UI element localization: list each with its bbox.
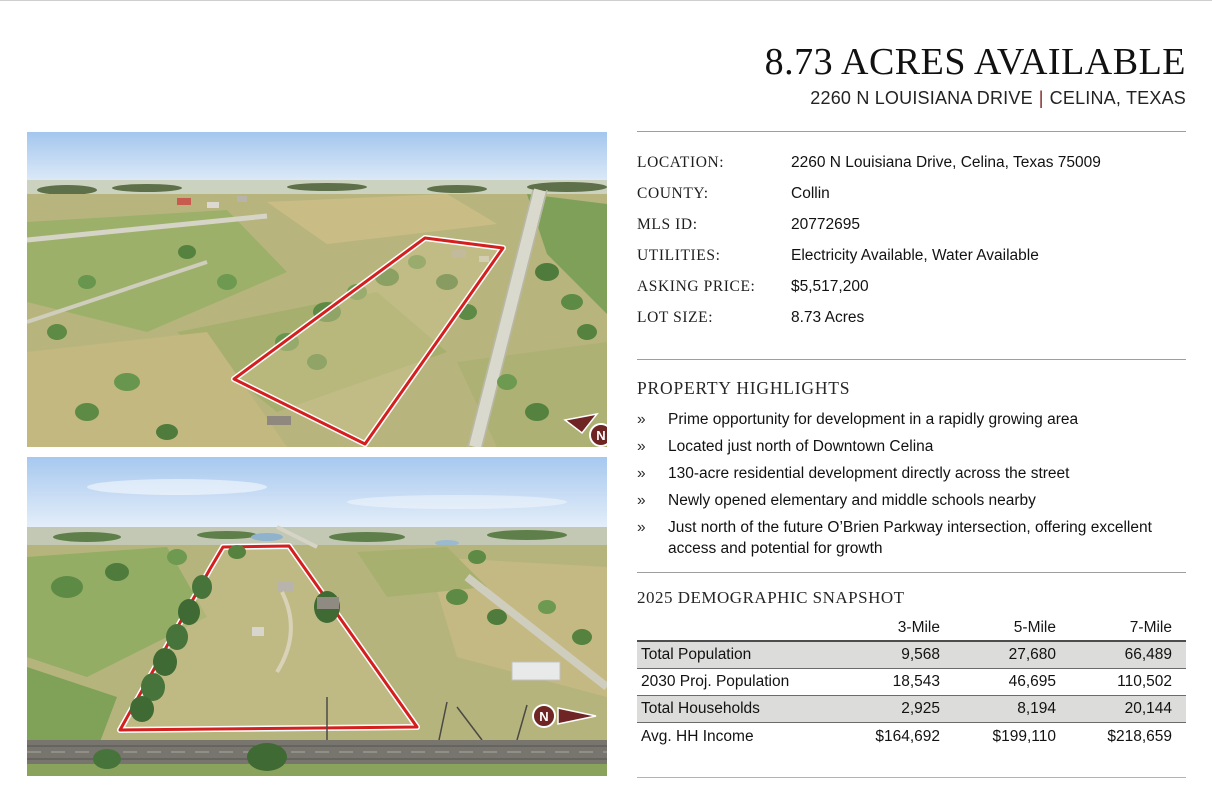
detail-row-asking-price: [637, 271, 1186, 302]
table-cell-label: Total Population: [641, 646, 752, 663]
detail-row-mls-id: [637, 209, 1186, 240]
highlights-list: [637, 406, 1186, 562]
aerial-photo-bottom: [27, 457, 607, 776]
warehouse-building: [512, 662, 560, 680]
highlight-text: 130-acre residential development directly across the street: [668, 465, 1070, 482]
detail-label: ASKING PRICE:: [637, 277, 756, 295]
aerial-photo-top: [27, 132, 607, 447]
detail-value: Collin: [791, 184, 830, 202]
property-details: [637, 147, 1186, 333]
table-header-3mile: 3-Mile: [897, 619, 940, 636]
highlight-item: [637, 514, 1186, 562]
subtitle-city: CELINA, TEXAS: [1049, 88, 1186, 108]
bullet-glyph: »: [637, 519, 646, 536]
detail-label: UTILITIES:: [637, 246, 721, 264]
detail-row-lot-size: [637, 302, 1186, 333]
page-title: 8.73 ACRES AVAILABLE: [764, 41, 1186, 83]
highlights-heading: PROPERTY HIGHLIGHTS: [637, 378, 851, 398]
table-cell-value: 66,489: [1124, 646, 1172, 663]
road-bottom: [27, 740, 607, 776]
detail-row-county: [637, 178, 1186, 209]
highlight-item: [637, 487, 1186, 514]
bullet-glyph: »: [637, 438, 646, 455]
table-row-avg-hh-income: [637, 723, 1186, 750]
detail-label: LOCATION:: [637, 153, 725, 171]
table-row-total-households: [637, 696, 1186, 723]
demographics-table: [637, 616, 1186, 750]
detail-label: COUNTY:: [637, 184, 709, 202]
photo-column: [27, 132, 607, 776]
detail-label: LOT SIZE:: [637, 308, 714, 326]
north-label: N: [596, 428, 606, 443]
table-cell-value: 20,144: [1124, 700, 1172, 717]
highlight-text: Newly opened elementary and middle schools nearby: [668, 492, 1036, 509]
pond: [251, 533, 283, 541]
detail-row-location: [637, 147, 1186, 178]
subtitle-separator: |: [1038, 88, 1044, 108]
detail-value: 2260 N Louisiana Drive, Celina, Texas 75009: [791, 153, 1101, 171]
table-cell-value: 8,194: [1017, 700, 1056, 717]
table-header-7mile: 7-Mile: [1129, 619, 1172, 636]
table-row-total-population: [637, 642, 1186, 669]
table-cell-value: $164,692: [875, 727, 940, 745]
table-cell-label: Avg. HH Income: [641, 727, 754, 745]
table-cell-label: 2030 Proj. Population: [641, 673, 790, 690]
content-column: [637, 1, 1186, 778]
detail-value: $5,517,200: [791, 277, 869, 295]
table-cell-value: 18,543: [892, 673, 940, 690]
highlight-item: [637, 406, 1186, 433]
divider: [637, 359, 1186, 360]
table-cell-value: 9,568: [901, 646, 940, 663]
table-cell-value: 27,680: [1008, 646, 1056, 663]
bullet-glyph: »: [637, 492, 646, 509]
table-cell-value: 2,925: [901, 700, 940, 717]
demographics-heading: 2025 DEMOGRAPHIC SNAPSHOT: [637, 588, 905, 607]
highlight-item: [637, 433, 1186, 460]
detail-value: Electricity Available, Water Available: [791, 246, 1039, 264]
table-cell-value: 110,502: [1117, 673, 1172, 690]
highlight-text: Prime opportunity for development in a rapidly growing area: [668, 411, 1079, 428]
detail-value: 8.73 Acres: [791, 308, 865, 326]
detail-row-utilities: [637, 240, 1186, 271]
table-cell-value: 46,695: [1008, 673, 1056, 690]
detail-value: 20772695: [791, 215, 860, 233]
table-cell-value: $218,659: [1107, 727, 1172, 745]
bullet-glyph: »: [637, 411, 646, 428]
north-label: N: [539, 709, 549, 724]
table-body: [637, 640, 1186, 750]
highlight-item: [637, 460, 1186, 487]
highlight-text: Just north of the future O’Brien Parkway intersection, offering excellent access and potential for growth: [668, 519, 1152, 557]
table-cell-value: $199,110: [992, 727, 1056, 745]
bullet-glyph: »: [637, 465, 646, 482]
highlight-text: Located just north of Downtown Celina: [668, 438, 934, 455]
page-subtitle: [637, 87, 1186, 109]
table-header-row: [637, 616, 1186, 640]
table-row-2030-proj-population: [637, 669, 1186, 696]
table-cell-label: Total Households: [641, 700, 760, 717]
divider: [637, 572, 1186, 573]
table-header-5mile: 5-Mile: [1013, 619, 1056, 636]
detail-label: MLS ID:: [637, 215, 698, 233]
footer-divider: [637, 777, 1186, 778]
divider: [637, 131, 1186, 132]
subtitle-address: 2260 N LOUISIANA DRIVE: [810, 88, 1033, 108]
